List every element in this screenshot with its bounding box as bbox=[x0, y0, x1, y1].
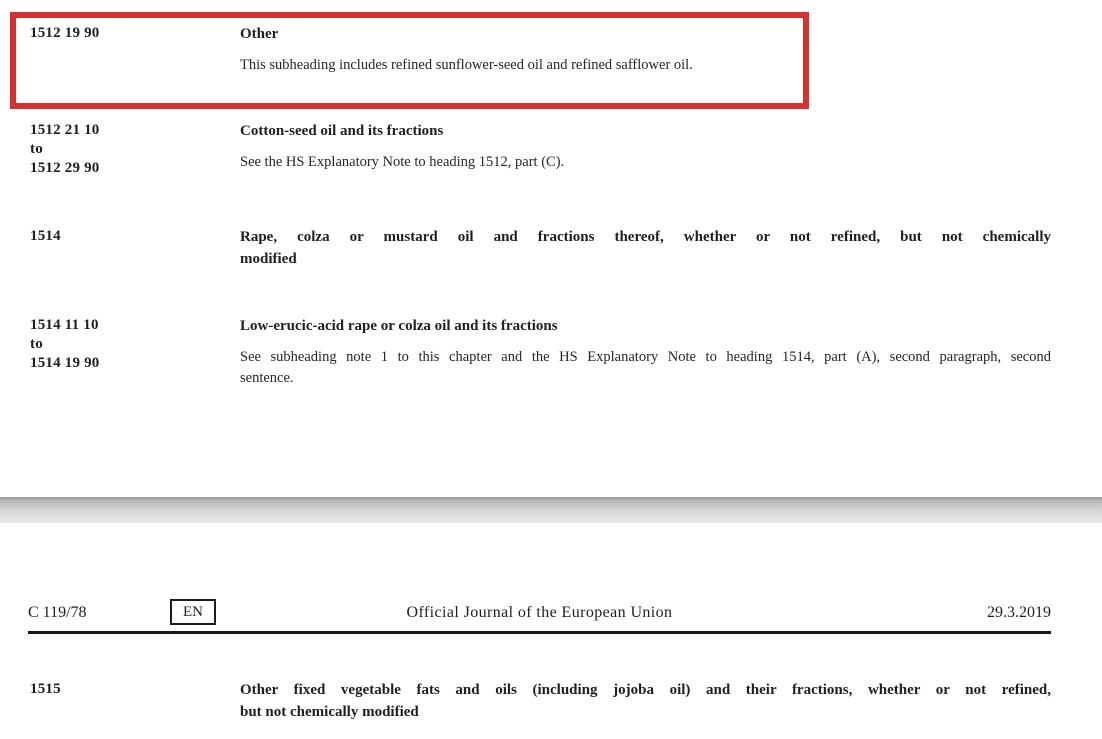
heading-code-1515: 1515 bbox=[30, 681, 61, 697]
note-line-2: sentence. bbox=[240, 370, 294, 386]
header-rule bbox=[28, 631, 1051, 634]
code-range-to: to bbox=[30, 336, 43, 352]
subheading-code-range-1512 bbox=[30, 121, 100, 178]
code-range-to: to bbox=[30, 141, 43, 157]
journal-date: 29.3.2019 bbox=[987, 604, 1051, 621]
subheading-note-cotton-seed: See the HS Explanatory Note to heading 1512, part (C). bbox=[240, 154, 565, 170]
heading-title-1514 bbox=[240, 227, 1051, 270]
subheading-code-range-1514 bbox=[30, 316, 100, 373]
heading-title-1514-line-2: modified bbox=[240, 250, 297, 267]
subheading-title-cotton-seed: Cotton-seed oil and its fractions bbox=[240, 123, 444, 139]
heading-title-1514-line-1: Rape, colza or mustard oil and fractions thereof, whether or not refined, but not chemically bbox=[240, 229, 1051, 245]
heading-title-1515 bbox=[240, 680, 1051, 723]
subheading-code-1512-19-90: 1512 19 90 bbox=[30, 25, 100, 41]
note-line-1: See subheading note 1 to this chapter and the HS Explanatory Note to heading 1514, part (A), second paragraph, second bbox=[240, 349, 1051, 365]
subheading-note-low-erucic bbox=[240, 347, 1051, 389]
subheading-title-low-erucic: Low-erucic-acid rape or colza oil and its fractions bbox=[240, 318, 558, 334]
code-range-end: 1512 29 90 bbox=[30, 160, 100, 176]
page-separator bbox=[0, 497, 1102, 523]
heading-title-1515-line-2: but not chemically modified bbox=[240, 703, 419, 720]
subheading-note-1512-19-90: This subheading includes refined sunflower-seed oil and refined safflower oil. bbox=[240, 57, 693, 73]
code-range-start: 1512 21 10 bbox=[30, 122, 100, 138]
heading-code-1514: 1514 bbox=[30, 228, 61, 244]
language-code-label: EN bbox=[183, 603, 203, 620]
journal-title: Official Journal of the European Union bbox=[406, 604, 673, 621]
subheading-title-other: Other bbox=[240, 26, 279, 42]
code-range-end: 1514 19 90 bbox=[30, 355, 100, 371]
journal-page-number: C 119/78 bbox=[28, 604, 87, 621]
code-range-start: 1514 11 10 bbox=[30, 317, 99, 333]
heading-title-1515-line-1: Other fixed vegetable fats and oils (including jojoba oil) and their fractions, whether or not refined, bbox=[240, 682, 1051, 698]
